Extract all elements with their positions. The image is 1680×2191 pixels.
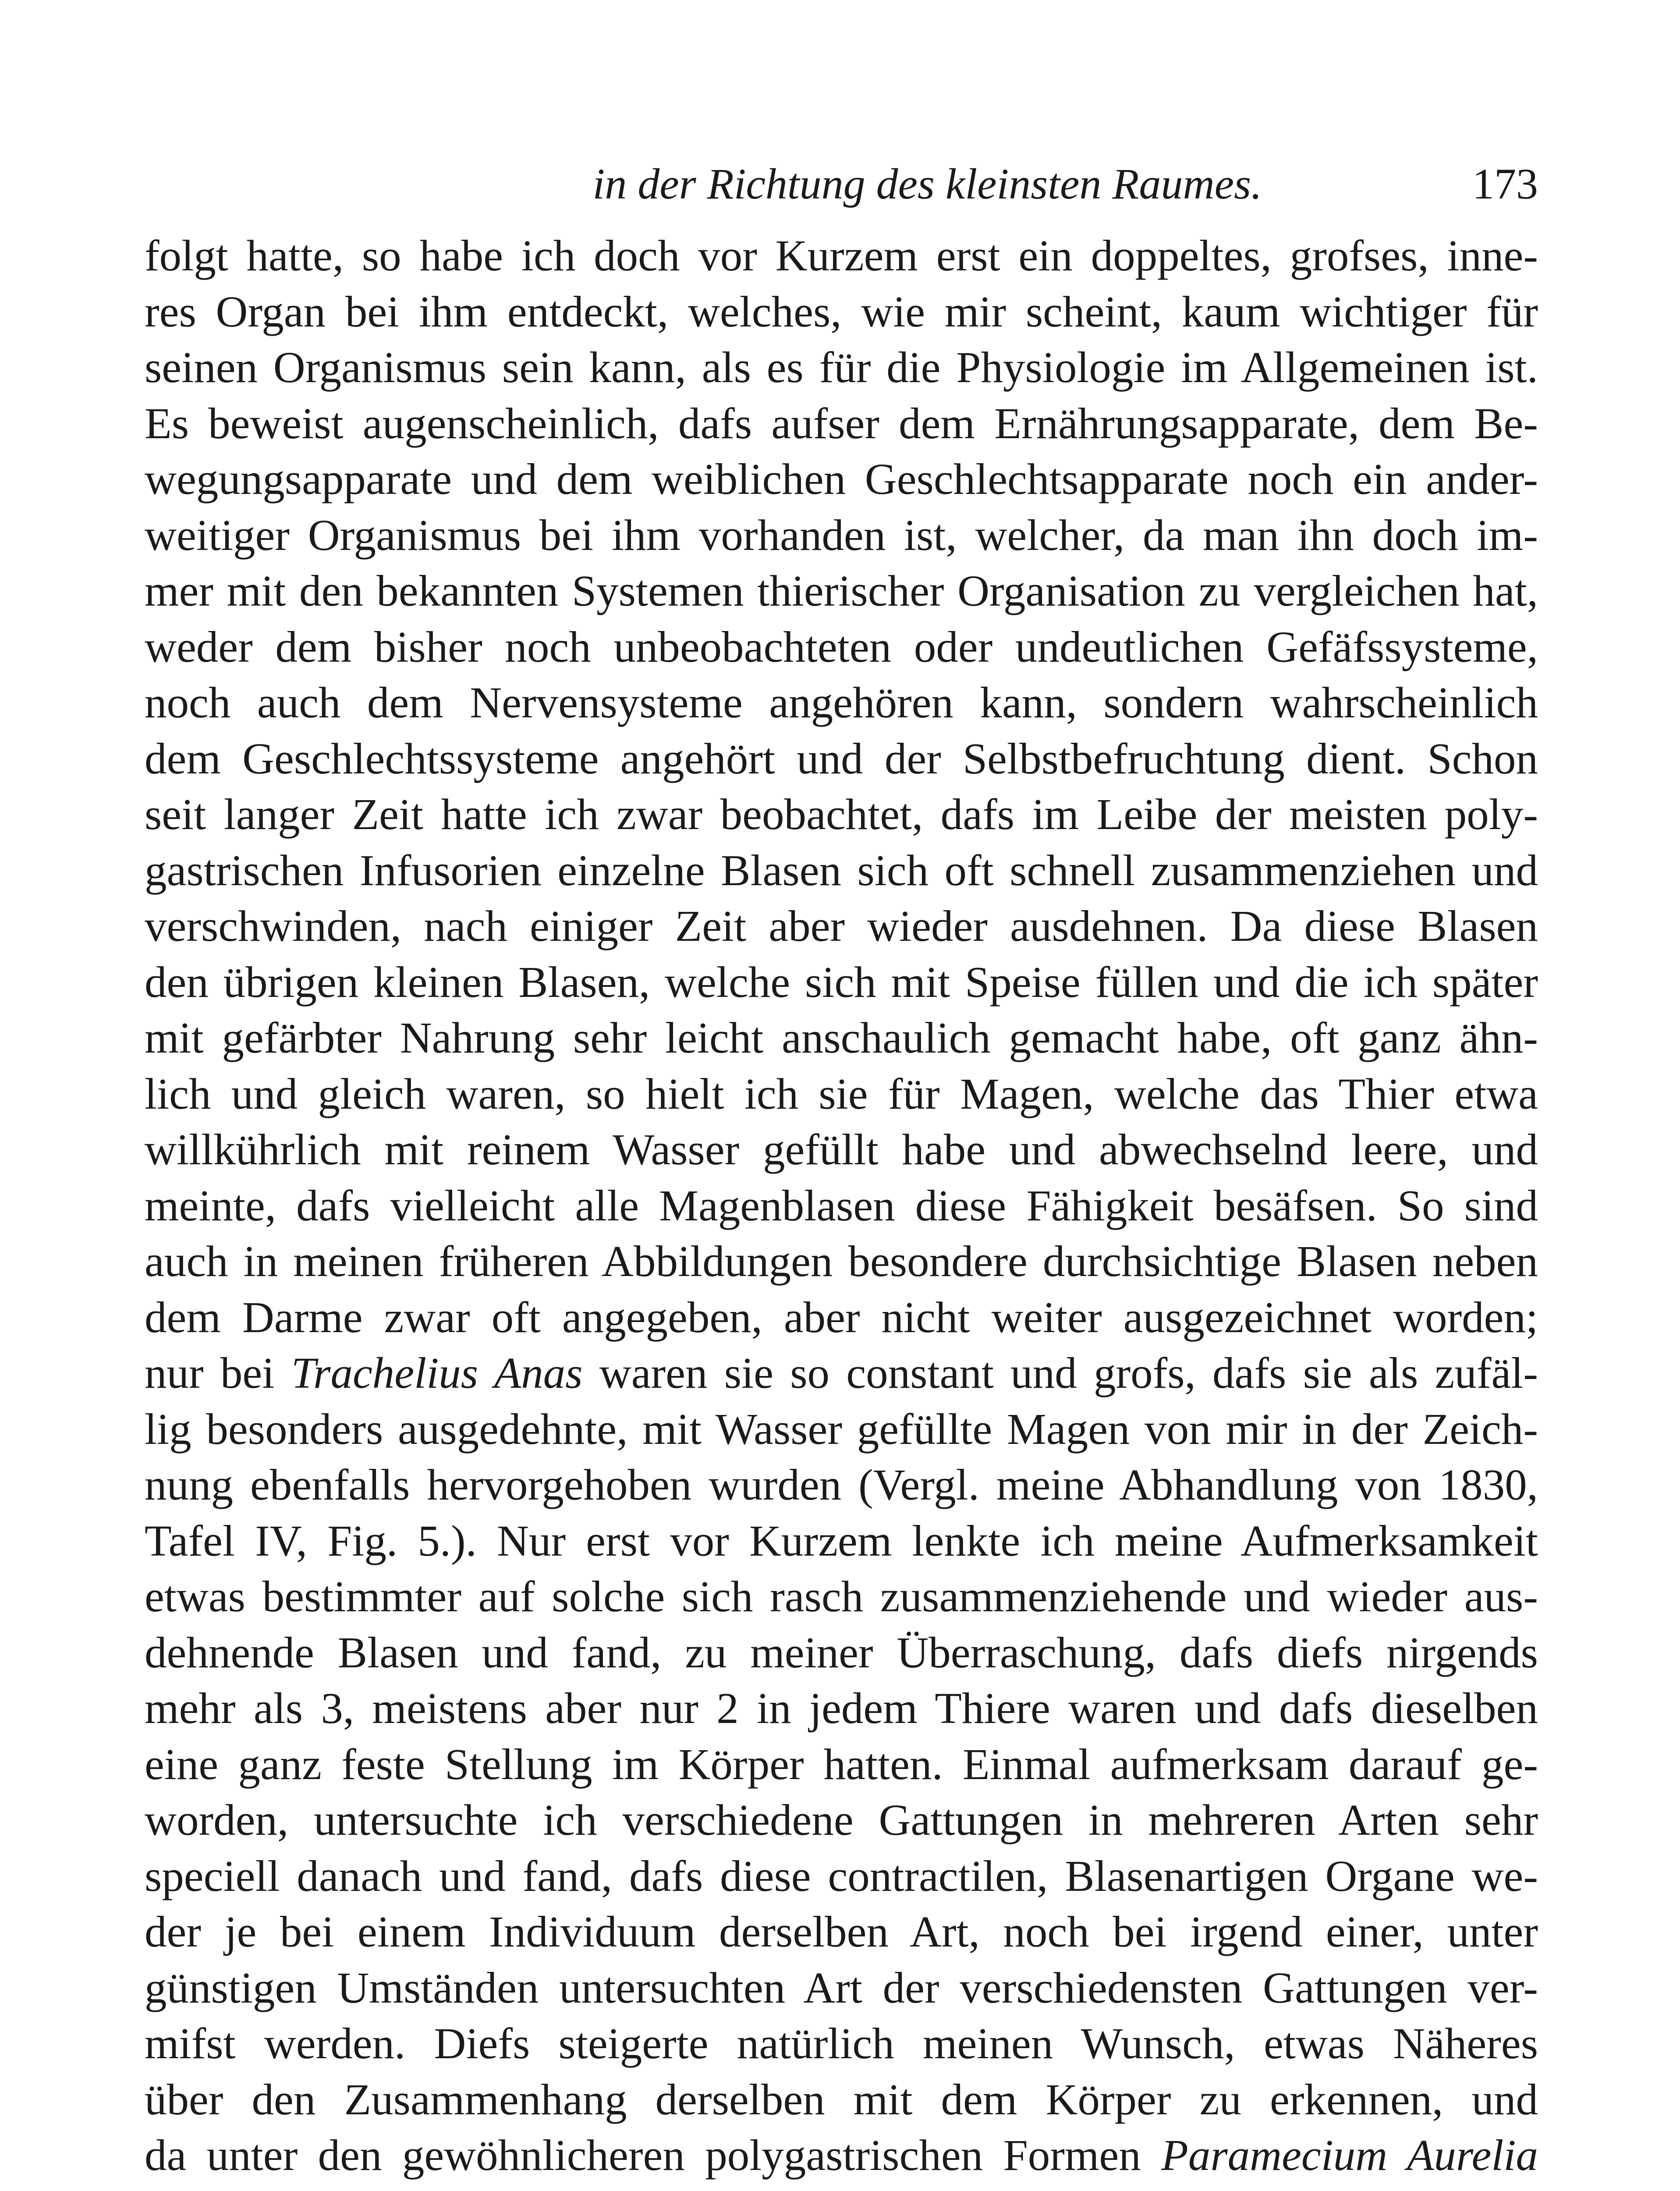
text-line: res Organ bei ihm entdeckt, welches, wie mir scheint, kaum wichtiger für [145,287,1538,336]
text-line: noch auch dem Nervensysteme angehören kann, sondern wahrscheinlich [145,678,1538,727]
text-line: mifst werden. Diefs steigerte natürlich meinen Wunsch, etwas Näheres [145,2019,1538,2068]
text-line: meinte, dafs vielleicht alle Magenblasen diese Fähigkeit besäfsen. So sind [145,1181,1538,1230]
text-line: speciell danach und fand, dafs diese contractilen, Blasenartigen Organe we- [145,1851,1538,1900]
text-line: mit gefärbter Nahrung sehr leicht anschaulich gemacht habe, oft ganz ähn- [145,1013,1538,1062]
text-line: Es beweist augenscheinlich, dafs aufser dem Ernährungsapparate, dem Be- [145,398,1538,448]
text-line: weitiger Organismus bei ihm vorhanden ist, welcher, da man ihn doch im- [145,510,1538,560]
text-line: dem Darme zwar oft angegeben, aber nicht weiter ausgezeichnet worden; [145,1292,1538,1342]
text-line: etwas bestimmter auf solche sich rasch zusammenziehende und wieder aus- [145,1572,1538,1621]
text-line: folgt hatte, so habe ich doch vor Kurzem erst ein doppeltes, grofses, inne- [145,231,1538,280]
text-line: günstigen Umständen untersuchten Art der verschiedensten Gattungen ver- [145,1963,1538,2012]
text-run: waren sie so constant und grofs, dafs sie als zufäl- [582,1348,1538,1397]
text-line: eine ganz feste Stellung im Körper hatten. Einmal aufmerksam darauf ge- [145,1739,1538,1789]
body-paragraph [145,228,1538,2184]
text-line: mer mit den bekannten Systemen thierischer Organisation zu vergleichen hat, [145,566,1538,615]
text-line [145,2127,1538,2184]
italic-taxon-name: Trachelius Anas [291,1348,583,1397]
text-line: seinen Organismus sein kann, als es für die Physiologie im Allgemeinen ist. [145,343,1538,392]
text-line: wegungsapparate und dem weiblichen Geschlechtsapparate noch ein ander- [145,454,1538,503]
text-run: da unter den gewöhnlicheren polygastrischen Formen [145,2131,1162,2180]
text-line: auch in meinen früheren Abbildungen besondere durchsichtige Blasen neben [145,1237,1538,1286]
text-line: gastrischen Infusorien einzelne Blasen sich oft schnell zusammenziehen und [145,845,1538,895]
text-line: mehr als 3, meistens aber nur 2 in jedem Thiere waren und dafs dieselben [145,1684,1538,1733]
text-line: der je bei einem Individuum derselben Art, noch bei irgend einer, unter [145,1907,1538,1956]
page-number: 173 [1472,160,1538,208]
text-line: nung ebenfalls hervorgehoben wurden (Vergl. meine Abhandlung von 1830, [145,1460,1538,1509]
text-line: lich und gleich waren, so hielt ich sie für Magen, welche das Thier etwa [145,1069,1538,1118]
text-line: über den Zusammenhang derselben mit dem Körper zu erkennen, und [145,2074,1538,2124]
text-line: dehnende Blasen und fand, zu meiner Überraschung, dafs diefs nirgends [145,1627,1538,1677]
italic-taxon-name: Paramecium Aurelia [1161,2131,1538,2180]
text-line: den übrigen kleinen Blasen, welche sich mit Speise füllen und die ich später [145,957,1538,1007]
text-line: dem Geschlechtssysteme angehört und der Selbstbefruchtung dient. Schon [145,734,1538,783]
text-line: verschwinden, nach einiger Zeit aber wieder ausdehnen. Da diese Blasen [145,901,1538,950]
text-line: worden, untersuchte ich verschiedene Gattungen in mehreren Arten sehr [145,1795,1538,1844]
text-line: willkührlich mit reinem Wasser gefüllt habe und abwechselnd leere, und [145,1125,1538,1174]
text-line [145,1345,1538,1401]
running-head [145,156,1538,213]
running-title: in der Richtung des kleinsten Raumes. [592,160,1262,208]
text-line: weder dem bisher noch unbeobachteten oder undeutlichen Gefäfssysteme, [145,622,1538,671]
text-line: lig besonders ausgedehnte, mit Wasser gefüllte Magen von mir in der Zeich- [145,1404,1538,1454]
text-line: seit langer Zeit hatte ich zwar beobachtet, dafs im Leibe der meisten poly- [145,790,1538,839]
text-line: Tafel IV, Fig. 5.). Nur erst vor Kurzem lenkte ich meine Aufmerksamkeit [145,1516,1538,1565]
text-run: nur bei [145,1348,291,1397]
